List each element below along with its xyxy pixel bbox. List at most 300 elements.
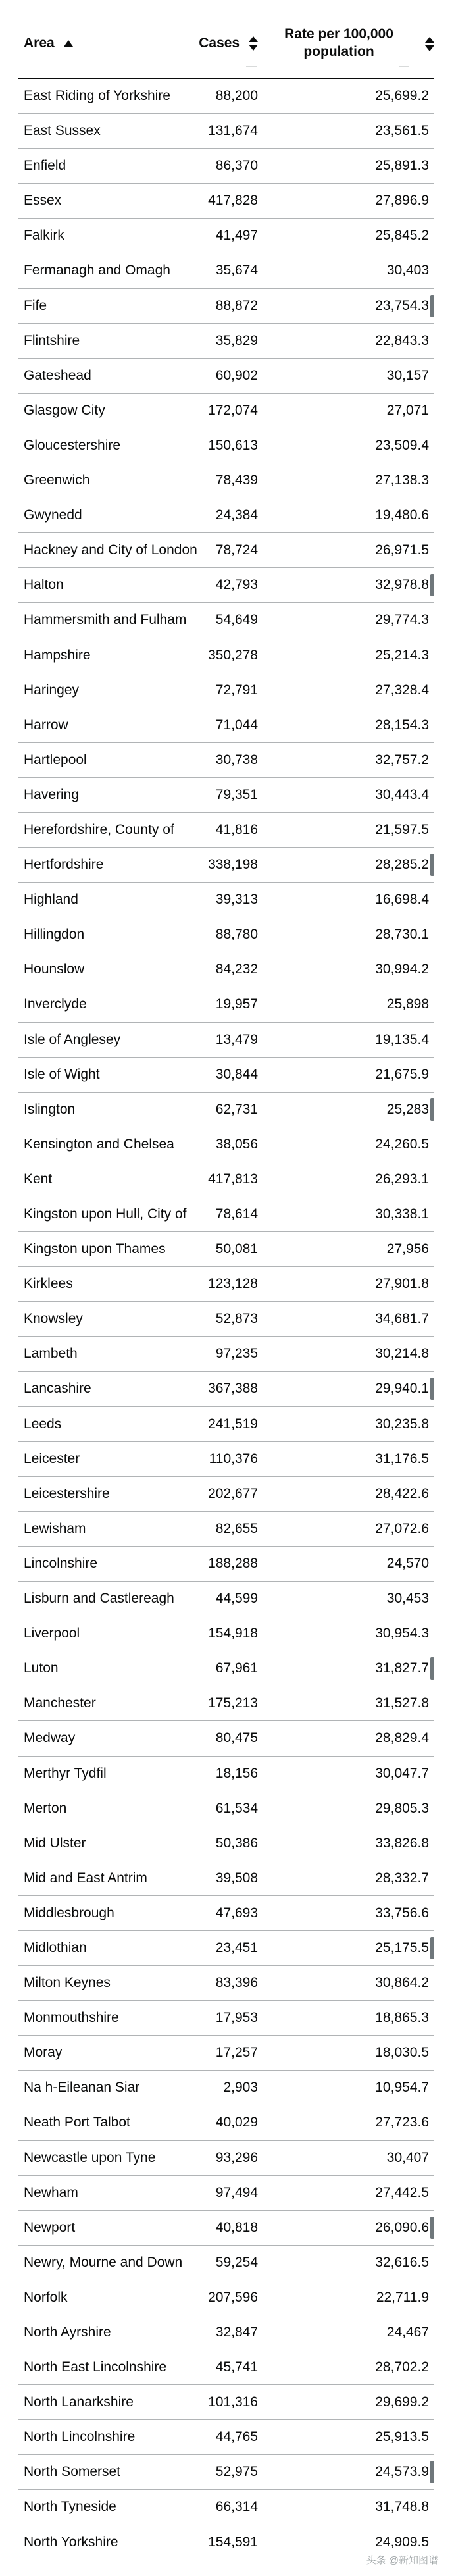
cell-area: Manchester [24,1695,96,1711]
cell-area: Falkirk [24,228,64,244]
cell-cases: 32,847 [215,2325,258,2340]
table-row [18,79,434,114]
cell-area: Isle of Anglesey [24,1031,121,1047]
cell-area: Leeds [24,1416,62,1431]
cell-cases: 24,384 [215,507,258,523]
cell-area: Mid and East Antrim [24,1870,147,1886]
sort-ascending-icon [64,40,73,47]
table-row [18,2315,434,2350]
cell-area: Merthyr Tydfil [24,1765,107,1781]
table-row [18,463,434,498]
table-row [18,1861,434,1896]
table-row [18,1791,434,1826]
cell-cases: 45,741 [215,2359,258,2375]
cell-rate: 31,748.8 [375,2499,429,2515]
cell-rate: 29,940.1 [375,1381,429,1397]
cell-cases: 40,818 [215,2219,258,2235]
cell-cases: 41,816 [215,821,258,837]
cell-area: Kirklees [24,1276,73,1292]
cell-area: Kent [24,1171,53,1187]
cell-cases: 84,232 [215,962,258,977]
cell-area: Havering [24,786,80,802]
cell-area: Hampshire [24,647,91,663]
cell-cases: 97,235 [215,1346,258,1362]
cell-area: Herefordshire, County of [24,821,174,837]
cell-cases: 88,872 [215,297,258,313]
cell-cases: 202,677 [208,1485,258,1501]
cell-cases: 86,370 [215,158,258,174]
cell-cases: 154,591 [208,2534,258,2550]
cell-cases: 154,918 [208,1626,258,1641]
cell-area: North Lincolnshire [24,2429,136,2445]
scroll-marker [430,854,434,876]
cell-rate: 31,527.8 [375,1695,429,1711]
cell-cases: 35,829 [215,332,258,348]
table-row [18,813,434,848]
cell-area: Norfolk [24,2289,68,2305]
cell-cases: 78,614 [215,1206,258,1222]
cell-area: Newry, Mourne and Down [24,2254,183,2270]
cell-rate: 16,698.4 [375,892,429,908]
cell-rate: 27,071 [386,402,429,418]
cell-cases: 188,288 [208,1555,258,1571]
cell-rate: 26,090.6 [375,2219,429,2235]
table-row [18,1267,434,1302]
rate-subheader: — [399,61,409,72]
cell-area: Essex [24,193,62,209]
cell-rate: 24,573.9 [375,2464,429,2480]
cell-cases: 19,957 [215,996,258,1012]
cell-cases: 17,257 [215,2045,258,2061]
cell-area: Na h-Eileanan Siar [24,2080,140,2096]
cell-area: Mid Ulster [24,1835,86,1851]
cell-rate: 24,909.5 [375,2534,429,2550]
cell-area: Gloucestershire [24,437,121,453]
table-row [18,533,434,568]
cell-cases: 110,376 [209,1451,258,1466]
table-header [18,0,434,79]
table-row [18,848,434,883]
cell-area: Enfield [24,158,66,174]
cell-rate: 30,994.2 [375,962,429,977]
cell-rate: 23,509.4 [375,437,429,453]
table-row [18,1372,434,1406]
cell-area: East Sussex [24,123,101,139]
cell-cases: 13,479 [215,1031,258,1047]
table-row [18,778,434,813]
cell-rate: 26,293.1 [375,1171,429,1187]
table-row [18,114,434,149]
cell-rate: 27,328.4 [375,682,429,698]
cell-area: Greenwich [24,473,90,488]
cell-rate: 28,154.3 [375,717,429,733]
table-row [18,219,434,253]
cell-cases: 61,534 [215,1800,258,1816]
column-header-rate-line1: Rate per 100,000 [284,26,393,41]
cell-area: Leicestershire [24,1485,110,1501]
cell-cases: 44,765 [215,2429,258,2445]
cell-cases: 44,599 [215,1591,258,1607]
cell-rate: 24,260.5 [375,1136,429,1152]
table-row [18,394,434,428]
cell-rate: 30,443.4 [375,786,429,802]
cell-area: Lambeth [24,1346,78,1362]
scroll-marker [430,2217,434,2239]
cell-rate: 25,699.2 [375,88,429,103]
cell-area: Islington [24,1101,76,1117]
cell-cases: 30,844 [215,1066,258,1082]
table-row [18,1093,434,1127]
column-header-cases: Cases [199,36,240,51]
cell-rate: 30,047.7 [375,1765,429,1781]
cell-cases: 2,903 [223,2080,258,2096]
cell-rate: 25,913.5 [375,2429,429,2445]
table-row [18,1757,434,1791]
cell-rate: 25,845.2 [375,228,429,244]
cell-rate: 22,711.9 [376,2289,429,2305]
cell-area: Gwynedd [24,507,82,523]
cell-rate: 27,956 [386,1241,429,1257]
table-row [18,987,434,1022]
cell-rate: 31,176.5 [375,1451,429,1466]
cell-area: Middlesbrough [24,1905,114,1920]
cell-area: Merton [24,1800,67,1816]
cell-rate: 30,407 [386,2150,429,2165]
sort-by-area[interactable] [24,34,73,52]
table-row [18,1058,434,1093]
cell-rate: 30,157 [386,367,429,383]
table-row [18,1896,434,1931]
table-row [18,428,434,463]
table-row [18,1826,434,1861]
cell-rate: 31,827.7 [375,1661,429,1676]
cell-rate: 34,681.7 [375,1311,429,1327]
table-row [18,359,434,394]
scroll-marker [430,295,434,317]
scroll-marker [430,1657,434,1680]
table-row [18,1023,434,1058]
cell-area: Hillingdon [24,927,85,942]
cell-rate: 21,597.5 [375,821,429,837]
table-row [18,2071,434,2105]
table-row [18,2246,434,2280]
table-row [18,1197,434,1232]
scroll-marker [430,1378,434,1400]
table-row [18,1721,434,1756]
cell-area: Newcastle upon Tyne [24,2150,156,2165]
cell-area: Midlothian [24,1940,87,1955]
column-header-rate-line2: population [303,44,374,59]
cell-area: Lancashire [24,1381,91,1397]
cell-rate: 28,285.2 [375,857,429,873]
cell-rate: 30,338.1 [375,1206,429,1222]
cell-area: North Tyneside [24,2499,116,2515]
cell-cases: 67,961 [215,1661,258,1676]
cell-rate: 32,616.5 [375,2254,429,2270]
cell-area: North East Lincolnshire [24,2359,167,2375]
table-row [18,2455,434,2490]
cell-rate: 24,467 [386,2325,429,2340]
cell-cases: 39,313 [215,892,258,908]
cell-rate: 33,826.8 [375,1835,429,1851]
sort-by-cases[interactable] [199,34,258,52]
cell-cases: 50,386 [215,1835,258,1851]
table-row [18,2420,434,2455]
cell-cases: 66,314 [215,2499,258,2515]
cell-cases: 59,254 [215,2254,258,2270]
cell-rate: 28,422.6 [375,1485,429,1501]
cell-cases: 131,674 [208,123,258,139]
cell-rate: 28,332.7 [375,1870,429,1886]
scroll-marker [430,1098,434,1121]
table-row [18,568,434,603]
cell-cases: 60,902 [215,367,258,383]
cell-area: East Riding of Yorkshire [24,88,170,103]
cell-area: Medway [24,1730,76,1746]
cell-area: Liverpool [24,1626,80,1641]
table-row [18,1651,434,1686]
cell-cases: 41,497 [215,228,258,244]
table-row [18,1686,434,1721]
cell-cases: 123,128 [208,1276,258,1292]
table-row [18,917,434,952]
table-row [18,2036,434,2071]
cell-area: North Lanarkshire [24,2394,134,2410]
cell-rate: 29,774.3 [375,612,429,628]
cell-cases: 417,813 [208,1171,258,1187]
cell-area: Halton [24,577,64,593]
cell-area: Newham [24,2184,78,2200]
table-row [18,1616,434,1651]
cell-cases: 40,029 [215,2115,258,2130]
table-row [18,1407,434,1442]
cell-cases: 338,198 [208,857,258,873]
cell-rate: 10,954.7 [375,2080,429,2096]
cell-cases: 101,316 [208,2394,258,2410]
cell-cases: 97,494 [215,2184,258,2200]
cell-cases: 72,791 [215,682,258,698]
cell-area: Fife [24,297,47,313]
table-row [18,1547,434,1582]
table-row [18,952,434,987]
table-row [18,1512,434,1547]
table-row [18,2211,434,2246]
cell-cases: 417,828 [208,193,258,209]
cell-area: North Somerset [24,2464,121,2480]
cell-cases: 42,793 [215,577,258,593]
cases-subheader: — [246,61,257,72]
table-row [18,708,434,743]
table-row [18,638,434,673]
table-row [18,673,434,708]
cell-rate: 30,403 [386,263,429,278]
sort-both-icon[interactable] [425,37,434,51]
table-row [18,253,434,288]
cell-cases: 17,953 [215,2010,258,2026]
cell-cases: 23,451 [215,1940,258,1955]
cell-rate: 25,283 [386,1101,429,1117]
table-row [18,743,434,778]
cell-area: Kensington and Chelsea [24,1136,174,1152]
cell-rate: 26,971.5 [375,542,429,558]
sort-both-icon [249,36,258,51]
cell-area: Kingston upon Thames [24,1241,166,1257]
cell-cases: 83,396 [215,1975,258,1991]
cell-rate: 29,699.2 [375,2394,429,2410]
cell-area: Newport [24,2219,76,2235]
cell-rate: 21,675.9 [375,1066,429,1082]
cell-rate: 27,442.5 [375,2184,429,2200]
cell-rate: 18,865.3 [375,2010,429,2026]
cell-rate: 32,978.8 [375,577,429,593]
table-row [18,1477,434,1512]
table-row [18,2105,434,2140]
cell-rate: 28,702.2 [375,2359,429,2375]
cell-area: Knowsley [24,1311,83,1327]
cell-area: Harrow [24,717,68,733]
cell-cases: 35,674 [215,263,258,278]
cell-cases: 88,200 [215,88,258,103]
table-row [18,603,434,638]
cell-cases: 62,731 [215,1101,258,1117]
cell-cases: 80,475 [215,1730,258,1746]
cell-cases: 82,655 [215,1520,258,1536]
cell-area: Hammersmith and Fulham [24,612,187,628]
cell-cases: 241,519 [208,1416,258,1431]
cell-rate: 19,480.6 [375,507,429,523]
table-row [18,149,434,184]
cell-rate: 27,896.9 [375,193,429,209]
cell-cases: 207,596 [208,2289,258,2305]
cell-cases: 175,213 [208,1695,258,1711]
scroll-marker [430,574,434,596]
cell-cases: 50,081 [215,1241,258,1257]
table-row [18,2280,434,2315]
cell-rate: 25,214.3 [375,647,429,663]
cell-area: Leicester [24,1451,80,1466]
cell-rate: 27,072.6 [375,1520,429,1536]
cell-rate: 33,756.6 [375,1905,429,1920]
cell-rate: 27,901.8 [375,1276,429,1292]
cell-rate: 29,805.3 [375,1800,429,1816]
cell-area: Luton [24,1661,59,1676]
cell-cases: 52,873 [215,1311,258,1327]
cell-area: Lisburn and Castlereagh [24,1591,174,1607]
table-row [18,1442,434,1477]
data-table [18,0,434,2560]
scroll-marker [430,1937,434,1959]
cell-cases: 172,074 [208,402,258,418]
cell-area: Hartlepool [24,752,87,767]
cell-area: Hounslow [24,962,85,977]
cell-rate: 30,235.8 [375,1416,429,1431]
cell-area: Fermanagh and Omagh [24,263,170,278]
cell-area: Isle of Wight [24,1066,100,1082]
table-row [18,1931,434,1966]
table-row [18,498,434,533]
cell-area: Lincolnshire [24,1555,98,1571]
table-row [18,1337,434,1372]
cell-rate: 25,175.5 [375,1940,429,1955]
cell-rate: 19,135.4 [375,1031,429,1047]
cell-rate: 32,757.2 [375,752,429,767]
table-row [18,2490,434,2525]
scroll-marker [430,2461,434,2483]
cell-rate: 30,864.2 [375,1975,429,1991]
cell-area: Glasgow City [24,402,105,418]
cell-cases: 47,693 [215,1905,258,1920]
table-row [18,324,434,359]
cell-rate: 24,570 [386,1555,429,1571]
sort-by-rate[interactable] [263,25,415,61]
cell-rate: 28,730.1 [375,927,429,942]
cell-cases: 88,780 [215,927,258,942]
cell-rate: 27,723.6 [375,2115,429,2130]
cell-area: Highland [24,892,78,908]
table-row [18,1966,434,2001]
cell-cases: 79,351 [215,786,258,802]
cell-rate: 23,754.3 [375,297,429,313]
table-body [18,79,434,2560]
cell-area: North Yorkshire [24,2534,118,2550]
table-row [18,883,434,917]
table-row [18,1582,434,1616]
cell-cases: 71,044 [215,717,258,733]
cell-cases: 350,278 [208,647,258,663]
table-row [18,184,434,219]
cell-cases: 18,156 [215,1765,258,1781]
cell-area: North Ayrshire [24,2325,111,2340]
cell-area: Monmouthshire [24,2010,119,2026]
cell-area: Haringey [24,682,80,698]
cell-cases: 52,975 [215,2464,258,2480]
cell-rate: 25,898 [386,996,429,1012]
cell-cases: 367,388 [208,1381,258,1397]
column-header-area: Area [24,36,55,51]
cell-area: Flintshire [24,332,80,348]
table-row [18,2141,434,2176]
cell-cases: 39,508 [215,1870,258,1886]
cell-cases: 78,439 [215,473,258,488]
cell-area: Neath Port Talbot [24,2115,130,2130]
cell-rate: 23,561.5 [375,123,429,139]
cell-area: Milton Keynes [24,1975,111,1991]
cell-rate: 22,843.3 [375,332,429,348]
cell-rate: 18,030.5 [375,2045,429,2061]
cell-rate: 30,954.3 [375,1626,429,1641]
table-row [18,2176,434,2211]
cell-cases: 150,613 [208,437,258,453]
cell-cases: 38,056 [215,1136,258,1152]
cell-area: Hertfordshire [24,857,104,873]
cell-cases: 30,738 [215,752,258,767]
cell-area: Gateshead [24,367,91,383]
table-row [18,1127,434,1162]
table-row [18,1302,434,1337]
watermark: 头条 @新知图谱 [366,2555,438,2566]
table-row [18,1232,434,1267]
table-row [18,2350,434,2385]
cell-cases: 54,649 [215,612,258,628]
cell-area: Hackney and City of London [24,542,197,558]
cell-cases: 78,724 [215,542,258,558]
cell-rate: 30,214.8 [375,1346,429,1362]
cell-area: Moray [24,2045,63,2061]
table-row [18,2001,434,2036]
cell-rate: 28,829.4 [375,1730,429,1746]
cell-rate: 27,138.3 [375,473,429,488]
table-row [18,1162,434,1197]
